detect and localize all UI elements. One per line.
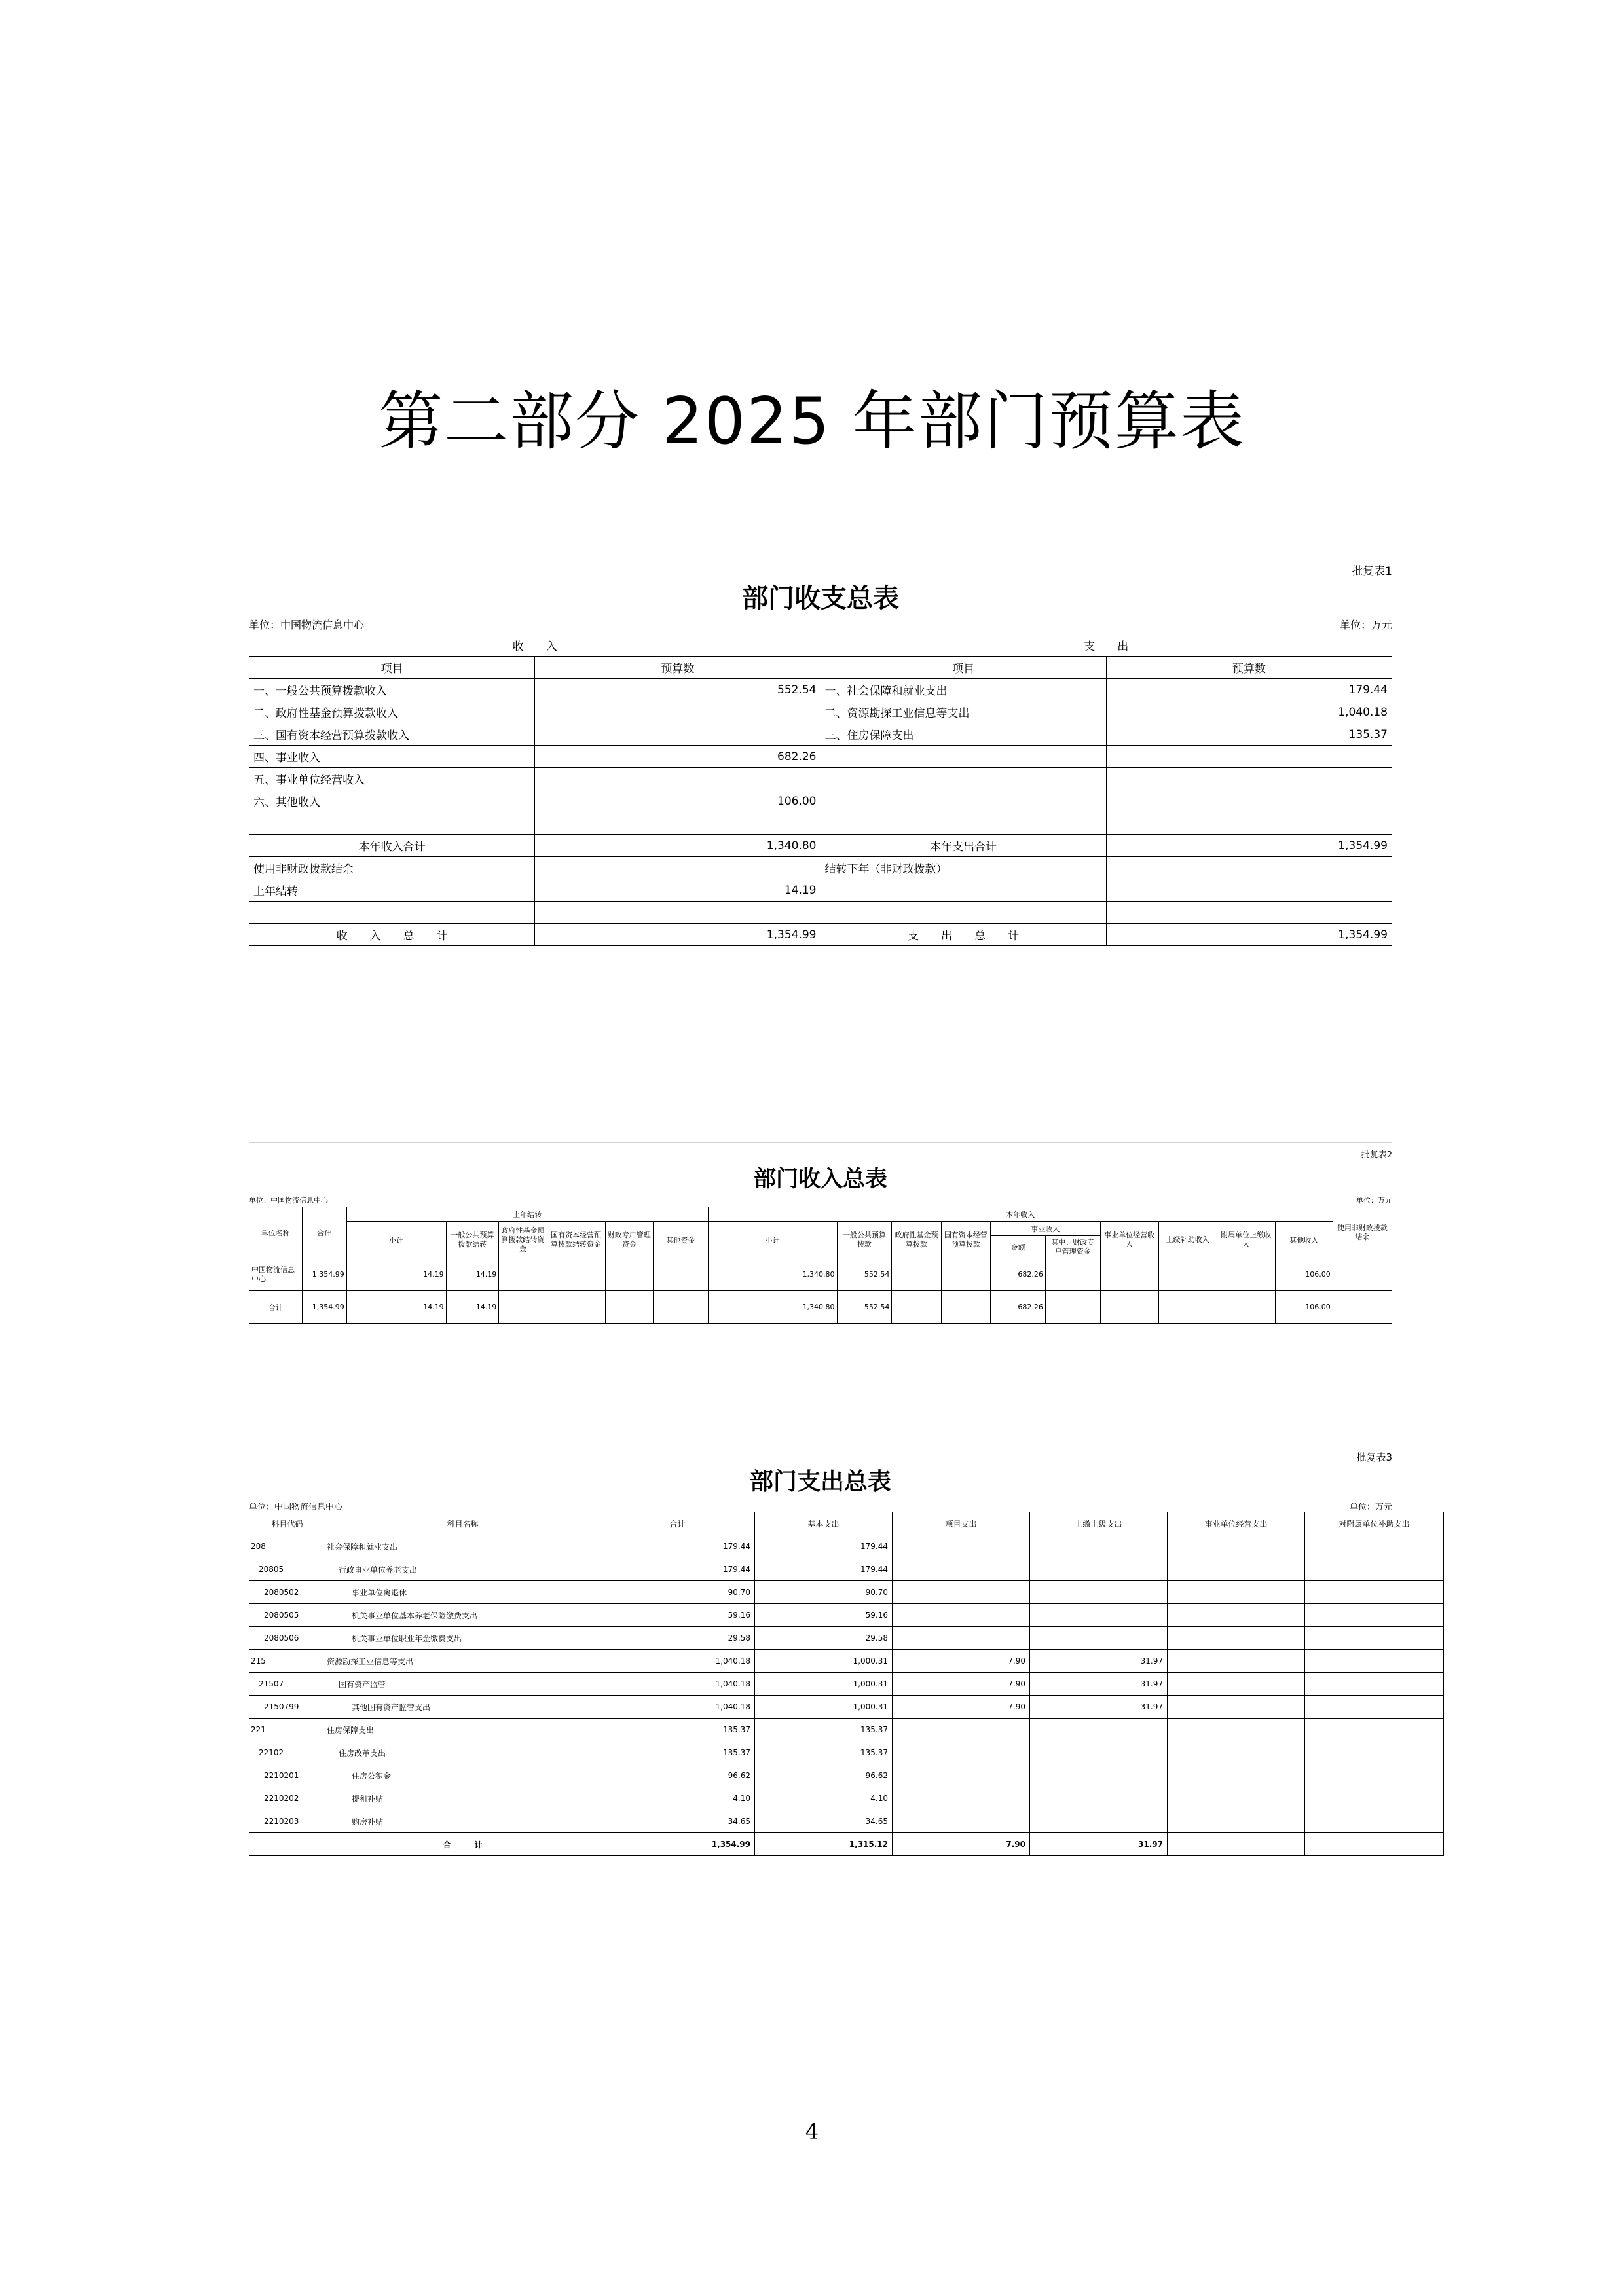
table2-row bbox=[249, 1258, 1392, 1291]
table1-row bbox=[249, 746, 1392, 768]
table3-header-row bbox=[249, 1512, 1444, 1535]
upper-remit-cell: 31.97 bbox=[1030, 1696, 1168, 1719]
total-cell: 59.16 bbox=[600, 1604, 755, 1627]
basic-expense-cell: 1,000.31 bbox=[755, 1673, 893, 1696]
income-item-cell: 上年结转 bbox=[249, 879, 535, 902]
table1-unit-currency: 单位：万元 bbox=[1339, 619, 1392, 631]
expense-budget-cell bbox=[1106, 902, 1392, 924]
empty-cell bbox=[1305, 1696, 1444, 1719]
empty-cell bbox=[547, 1291, 605, 1324]
expense-item-cell: 本年支出合计 bbox=[821, 835, 1106, 857]
subject-name-cell: 国有资产监管 bbox=[325, 1673, 600, 1696]
empty-cell bbox=[1305, 1604, 1444, 1627]
expense-budget-cell bbox=[1106, 790, 1392, 812]
income-budget-cell bbox=[535, 723, 821, 746]
expense-budget-cell bbox=[1106, 879, 1392, 902]
expense-item-cell bbox=[821, 746, 1106, 768]
h-business-income: 事业收入 bbox=[991, 1222, 1101, 1236]
ly-subtotal-cell: 14.19 bbox=[346, 1258, 446, 1291]
income-budget-cell bbox=[535, 812, 821, 835]
basic-expense-cell: 4.10 bbox=[755, 1787, 893, 1810]
expense-header-cell: 上缴上级支出 bbox=[1030, 1512, 1168, 1535]
table2-header-row-2 bbox=[249, 1222, 1392, 1236]
empty-cell bbox=[1045, 1258, 1100, 1291]
income-budget-cell bbox=[535, 857, 821, 879]
subject-name-cell: 事业单位离退休 bbox=[325, 1581, 600, 1604]
h-ly-general: 一般公共预算拨款结转 bbox=[446, 1222, 499, 1258]
empty-cell bbox=[1305, 1581, 1444, 1604]
basic-expense-cell: 1,000.31 bbox=[755, 1696, 893, 1719]
income-budget-cell: 1,354.99 bbox=[535, 924, 821, 946]
expense-summary-section bbox=[249, 1444, 1410, 1863]
empty-cell bbox=[1305, 1764, 1444, 1787]
h-nonfiscal-balance: 使用非财政拨款结余 bbox=[1333, 1207, 1392, 1258]
project-expense-cell bbox=[893, 1581, 1030, 1604]
subject-code-cell: 215 bbox=[249, 1650, 325, 1673]
biz-amount-cell: 682.26 bbox=[991, 1291, 1046, 1324]
table1-row bbox=[249, 790, 1392, 812]
income-item-cell: 三、国有资本经营预算拨款收入 bbox=[249, 723, 535, 746]
empty-cell bbox=[1305, 1650, 1444, 1673]
empty-cell bbox=[1217, 1258, 1275, 1291]
approval-tag-1: 批复表1 bbox=[1352, 565, 1392, 578]
table1-row bbox=[249, 835, 1392, 857]
subject-code-cell: 2080502 bbox=[249, 1581, 325, 1604]
project-expense-cell bbox=[893, 1604, 1030, 1627]
empty-cell bbox=[1217, 1291, 1275, 1324]
subject-code-cell: 2210202 bbox=[249, 1787, 325, 1810]
empty-cell bbox=[653, 1291, 708, 1324]
total-cell: 4.10 bbox=[600, 1787, 755, 1810]
subject-name-cell: 机关事业单位职业年金缴费支出 bbox=[325, 1627, 600, 1650]
basic-expense-cell: 179.44 bbox=[755, 1558, 893, 1581]
table3-row bbox=[249, 1696, 1444, 1719]
table3-row bbox=[249, 1787, 1444, 1810]
h-ly-state-capital: 国有资本经营预算拨款结转资金 bbox=[547, 1222, 605, 1258]
empty-cell bbox=[1305, 1627, 1444, 1650]
unit-name-cell: 合计 bbox=[249, 1291, 303, 1324]
empty-cell bbox=[249, 1833, 325, 1856]
income-budget-cell: 682.26 bbox=[535, 746, 821, 768]
subject-name-cell: 机关事业单位基本养老保险缴费支出 bbox=[325, 1604, 600, 1627]
table1-row bbox=[249, 902, 1392, 924]
table3-row bbox=[249, 1719, 1444, 1741]
total-cell: 90.70 bbox=[600, 1581, 755, 1604]
income-budget-header: 预算数 bbox=[535, 657, 821, 679]
empty-cell bbox=[1168, 1627, 1305, 1650]
empty-cell bbox=[1305, 1787, 1444, 1810]
empty-cell bbox=[1168, 1764, 1305, 1787]
project-expense-cell: 7.90 bbox=[893, 1833, 1030, 1856]
expense-group-header: 支 出 bbox=[821, 634, 1392, 657]
table3-row bbox=[249, 1741, 1444, 1764]
empty-cell bbox=[1045, 1291, 1100, 1324]
total-cell: 1,354.99 bbox=[600, 1833, 755, 1856]
upper-remit-cell: 31.97 bbox=[1030, 1833, 1168, 1856]
empty-cell bbox=[1168, 1673, 1305, 1696]
income-item-cell: 收 入 总 计 bbox=[249, 924, 535, 946]
expense-item-cell bbox=[821, 879, 1106, 902]
subject-code-cell: 20805 bbox=[249, 1558, 325, 1581]
expense-item-cell: 二、资源勘探工业信息等支出 bbox=[821, 701, 1106, 723]
table1-row bbox=[249, 701, 1392, 723]
table3-unit-org: 单位：中国物流信息中心 bbox=[249, 1503, 343, 1512]
empty-cell bbox=[1100, 1291, 1158, 1324]
h-ty-gov-fund: 政府性基金预算拨款 bbox=[892, 1222, 941, 1258]
subject-code-cell: 208 bbox=[249, 1535, 325, 1558]
table1-row bbox=[249, 924, 1392, 946]
basic-expense-cell: 29.58 bbox=[755, 1627, 893, 1650]
h-ty-state-capital: 国有资本经营预算拨款 bbox=[941, 1222, 990, 1258]
income-item-cell: 使用非财政拨款结余 bbox=[249, 857, 535, 879]
empty-cell bbox=[1305, 1558, 1444, 1581]
project-expense-cell bbox=[893, 1535, 1030, 1558]
subject-name-cell: 社会保障和就业支出 bbox=[325, 1535, 600, 1558]
h-affiliated: 附属单位上缴收入 bbox=[1217, 1222, 1275, 1258]
project-expense-cell bbox=[893, 1627, 1030, 1650]
subject-name-cell: 其他国有资产监管支出 bbox=[325, 1696, 600, 1719]
total-cell: 1,354.99 bbox=[302, 1291, 346, 1324]
income-item-cell bbox=[249, 902, 535, 924]
empty-cell bbox=[892, 1291, 941, 1324]
table3-row bbox=[249, 1535, 1444, 1558]
empty-cell bbox=[1305, 1673, 1444, 1696]
total-cell: 179.44 bbox=[600, 1535, 755, 1558]
empty-cell bbox=[499, 1291, 547, 1324]
total-cell: 1,040.18 bbox=[600, 1696, 755, 1719]
basic-expense-cell: 1,315.12 bbox=[755, 1833, 893, 1856]
table1-group-header bbox=[249, 634, 1392, 657]
table1-row bbox=[249, 723, 1392, 746]
expense-header-cell: 对附属单位补助支出 bbox=[1305, 1512, 1444, 1535]
page-number: 4 bbox=[805, 2119, 819, 2144]
table1-row bbox=[249, 857, 1392, 879]
total-cell: 1,040.18 bbox=[600, 1650, 755, 1673]
ly-general-cell: 14.19 bbox=[446, 1258, 499, 1291]
ty-subtotal-cell: 1,340.80 bbox=[708, 1258, 837, 1291]
subject-name-cell: 购房补贴 bbox=[325, 1810, 600, 1833]
expense-header-cell: 科目代码 bbox=[249, 1512, 325, 1535]
expense-budget-cell: 1,040.18 bbox=[1106, 701, 1392, 723]
subject-name-cell: 住房公积金 bbox=[325, 1764, 600, 1787]
empty-cell bbox=[605, 1258, 653, 1291]
expense-budget-header: 预算数 bbox=[1106, 657, 1392, 679]
ty-subtotal-cell: 1,340.80 bbox=[708, 1291, 837, 1324]
expense-summary-table bbox=[249, 1512, 1444, 1856]
project-expense-cell: 7.90 bbox=[893, 1650, 1030, 1673]
expense-item-cell: 三、住房保障支出 bbox=[821, 723, 1106, 746]
income-item-cell: 本年收入合计 bbox=[249, 835, 535, 857]
income-budget-cell bbox=[535, 768, 821, 790]
subject-name-cell: 行政事业单位养老支出 bbox=[325, 1558, 600, 1581]
unit-name-cell: 中国物流信息中心 bbox=[249, 1258, 303, 1291]
h-biz-operation: 事业单位经营收入 bbox=[1100, 1222, 1158, 1258]
ly-subtotal-cell: 14.19 bbox=[346, 1291, 446, 1324]
project-expense-cell bbox=[893, 1787, 1030, 1810]
empty-cell bbox=[1158, 1291, 1217, 1324]
page-title: 第二部分 2025 年部门预算表 bbox=[378, 384, 1246, 459]
expense-header-cell: 事业单位经营支出 bbox=[1168, 1512, 1305, 1535]
table3-row bbox=[249, 1581, 1444, 1604]
upper-remit-cell bbox=[1030, 1581, 1168, 1604]
empty-cell bbox=[1168, 1604, 1305, 1627]
project-expense-cell bbox=[893, 1558, 1030, 1581]
table1-unit-org: 单位：中国物流信息中心 bbox=[249, 619, 365, 631]
table3-total-row bbox=[249, 1833, 1444, 1856]
expense-budget-cell: 179.44 bbox=[1106, 679, 1392, 701]
ty-general-cell: 552.54 bbox=[837, 1291, 892, 1324]
expense-item-cell bbox=[821, 812, 1106, 835]
expense-item-cell: 结转下年（非财政拨款） bbox=[821, 857, 1106, 879]
ty-general-cell: 552.54 bbox=[837, 1258, 892, 1291]
h-upper-subsidy: 上级补助收入 bbox=[1158, 1222, 1217, 1258]
empty-cell bbox=[1168, 1650, 1305, 1673]
upper-remit-cell bbox=[1030, 1764, 1168, 1787]
expense-header-cell: 合计 bbox=[600, 1512, 755, 1535]
table1-row bbox=[249, 812, 1392, 835]
subject-code-cell: 2210201 bbox=[249, 1764, 325, 1787]
income-item-cell: 一、一般公共预算拨款收入 bbox=[249, 679, 535, 701]
income-budget-cell bbox=[535, 701, 821, 723]
subject-code-cell: 2150799 bbox=[249, 1696, 325, 1719]
h-unit-name: 单位名称 bbox=[249, 1207, 303, 1258]
income-group-header: 收 入 bbox=[249, 634, 821, 657]
h-last-year-carryover: 上年结转 bbox=[346, 1207, 708, 1222]
table2-title: 部门收入总表 bbox=[754, 1166, 887, 1192]
upper-remit-cell bbox=[1030, 1558, 1168, 1581]
subject-code-cell: 2080506 bbox=[249, 1627, 325, 1650]
approval-tag-2: 批复表2 bbox=[1361, 1150, 1392, 1160]
income-item-cell: 五、事业单位经营收入 bbox=[249, 768, 535, 790]
basic-expense-cell: 59.16 bbox=[755, 1604, 893, 1627]
income-item-cell bbox=[249, 812, 535, 835]
empty-cell bbox=[1305, 1535, 1444, 1558]
expense-item-cell bbox=[821, 790, 1106, 812]
total-cell: 96.62 bbox=[600, 1764, 755, 1787]
h-ly-other-fund: 其他资金 bbox=[653, 1222, 708, 1258]
project-expense-cell: 7.90 bbox=[893, 1673, 1030, 1696]
expense-header-cell: 基本支出 bbox=[755, 1512, 893, 1535]
income-summary-section bbox=[249, 1142, 1392, 1339]
empty-cell bbox=[1100, 1258, 1158, 1291]
total-cell: 1,040.18 bbox=[600, 1673, 755, 1696]
h-ty-subtotal: 小计 bbox=[708, 1222, 837, 1258]
table1-title: 部门收支总表 bbox=[742, 583, 899, 613]
empty-cell bbox=[1168, 1581, 1305, 1604]
income-summary-table bbox=[249, 1207, 1392, 1324]
empty-cell bbox=[1168, 1741, 1305, 1764]
subject-name-cell: 资源勘探工业信息等支出 bbox=[325, 1650, 600, 1673]
table3-row bbox=[249, 1604, 1444, 1627]
project-expense-cell bbox=[893, 1764, 1030, 1787]
expense-header-cell: 科目名称 bbox=[325, 1512, 600, 1535]
empty-cell bbox=[941, 1291, 990, 1324]
upper-remit-cell bbox=[1030, 1604, 1168, 1627]
h-total: 合计 bbox=[302, 1207, 346, 1258]
table3-row bbox=[249, 1764, 1444, 1787]
total-cell: 34.65 bbox=[600, 1810, 755, 1833]
subject-code-cell: 2080505 bbox=[249, 1604, 325, 1627]
project-expense-cell bbox=[893, 1810, 1030, 1833]
subject-code-cell: 21507 bbox=[249, 1673, 325, 1696]
subject-name-cell: 住房改革支出 bbox=[325, 1741, 600, 1764]
table2-header-row-1 bbox=[249, 1207, 1392, 1222]
table3-unit-currency: 单位：万元 bbox=[1349, 1503, 1392, 1512]
expense-item-cell bbox=[821, 768, 1106, 790]
empty-cell bbox=[1158, 1258, 1217, 1291]
basic-expense-cell: 1,000.31 bbox=[755, 1650, 893, 1673]
subject-code-cell: 22102 bbox=[249, 1741, 325, 1764]
empty-cell bbox=[1305, 1741, 1444, 1764]
subject-name-cell: 住房保障支出 bbox=[325, 1719, 600, 1741]
h-ly-subtotal: 小计 bbox=[346, 1222, 446, 1258]
empty-cell bbox=[1168, 1810, 1305, 1833]
table1-column-header bbox=[249, 657, 1392, 679]
empty-cell bbox=[605, 1291, 653, 1324]
basic-expense-cell: 135.37 bbox=[755, 1741, 893, 1764]
empty-cell bbox=[1305, 1810, 1444, 1833]
table3-row bbox=[249, 1650, 1444, 1673]
expense-item-cell: 支 出 总 计 bbox=[821, 924, 1106, 946]
empty-cell bbox=[1305, 1833, 1444, 1856]
table3-row bbox=[249, 1673, 1444, 1696]
basic-expense-cell: 135.37 bbox=[755, 1719, 893, 1741]
expense-budget-cell: 135.37 bbox=[1106, 723, 1392, 746]
table1-row bbox=[249, 879, 1392, 902]
approval-tag-3: 批复表3 bbox=[1356, 1451, 1392, 1463]
income-item-header: 项目 bbox=[249, 657, 535, 679]
empty-cell bbox=[1168, 1558, 1305, 1581]
ly-general-cell: 14.19 bbox=[446, 1291, 499, 1324]
biz-amount-cell: 682.26 bbox=[991, 1258, 1046, 1291]
income-item-cell: 六、其他收入 bbox=[249, 790, 535, 812]
income-budget-cell: 14.19 bbox=[535, 879, 821, 902]
empty-cell bbox=[1168, 1833, 1305, 1856]
basic-expense-cell: 179.44 bbox=[755, 1535, 893, 1558]
h-biz-amount: 金额 bbox=[991, 1236, 1046, 1258]
expense-item-cell bbox=[821, 902, 1106, 924]
table1-row bbox=[249, 679, 1392, 701]
empty-cell bbox=[499, 1258, 547, 1291]
expense-budget-cell bbox=[1106, 768, 1392, 790]
total-cell: 29.58 bbox=[600, 1627, 755, 1650]
expense-item-header: 项目 bbox=[821, 657, 1106, 679]
empty-cell bbox=[653, 1258, 708, 1291]
upper-remit-cell bbox=[1030, 1535, 1168, 1558]
total-cell: 135.37 bbox=[600, 1741, 755, 1764]
project-expense-cell bbox=[893, 1719, 1030, 1741]
expense-budget-cell bbox=[1106, 746, 1392, 768]
project-expense-cell: 7.90 bbox=[893, 1696, 1030, 1719]
basic-expense-cell: 90.70 bbox=[755, 1581, 893, 1604]
table3-row bbox=[249, 1558, 1444, 1581]
expense-budget-cell: 1,354.99 bbox=[1106, 835, 1392, 857]
income-budget-cell: 106.00 bbox=[535, 790, 821, 812]
table2-unit-org: 单位：中国物流信息中心 bbox=[249, 1196, 328, 1205]
upper-remit-cell bbox=[1030, 1719, 1168, 1741]
empty-cell bbox=[1168, 1719, 1305, 1741]
other-income-cell: 106.00 bbox=[1275, 1258, 1333, 1291]
subject-code-cell: 221 bbox=[249, 1719, 325, 1741]
table2-unit-currency: 单位：万元 bbox=[1356, 1196, 1392, 1205]
income-item-cell: 二、政府性基金预算拨款收入 bbox=[249, 701, 535, 723]
income-budget-cell: 552.54 bbox=[535, 679, 821, 701]
h-ly-gov-fund: 政府性基金预算拨款结转资金 bbox=[499, 1222, 547, 1258]
empty-cell bbox=[1333, 1291, 1392, 1324]
empty-cell bbox=[547, 1258, 605, 1291]
empty-cell bbox=[892, 1258, 941, 1291]
h-ty-general: 一般公共预算拨款 bbox=[837, 1222, 892, 1258]
income-budget-cell: 1,340.80 bbox=[535, 835, 821, 857]
basic-expense-cell: 96.62 bbox=[755, 1764, 893, 1787]
h-other-income: 其他收入 bbox=[1275, 1222, 1333, 1258]
total-label-cell: 合 计 bbox=[325, 1833, 600, 1856]
income-expense-summary-section bbox=[249, 556, 1392, 949]
other-income-cell: 106.00 bbox=[1275, 1291, 1333, 1324]
basic-expense-cell: 34.65 bbox=[755, 1810, 893, 1833]
h-this-year-income: 本年收入 bbox=[708, 1207, 1333, 1222]
upper-remit-cell bbox=[1030, 1810, 1168, 1833]
income-expense-table bbox=[249, 634, 1392, 946]
upper-remit-cell: 31.97 bbox=[1030, 1650, 1168, 1673]
table3-row bbox=[249, 1810, 1444, 1833]
income-item-cell: 四、事业收入 bbox=[249, 746, 535, 768]
table3-title: 部门支出总表 bbox=[749, 1468, 891, 1495]
empty-cell bbox=[1305, 1719, 1444, 1741]
table2-row bbox=[249, 1291, 1392, 1324]
total-cell: 1,354.99 bbox=[302, 1258, 346, 1291]
empty-cell bbox=[1168, 1535, 1305, 1558]
expense-item-cell: 一、社会保障和就业支出 bbox=[821, 679, 1106, 701]
project-expense-cell bbox=[893, 1741, 1030, 1764]
expense-budget-cell: 1,354.99 bbox=[1106, 924, 1392, 946]
expense-header-cell: 项目支出 bbox=[893, 1512, 1030, 1535]
total-cell: 135.37 bbox=[600, 1719, 755, 1741]
income-budget-cell bbox=[535, 902, 821, 924]
upper-remit-cell bbox=[1030, 1787, 1168, 1810]
upper-remit-cell bbox=[1030, 1627, 1168, 1650]
table2-top-rule bbox=[249, 1142, 1392, 1143]
h-ly-fiscal-special: 财政专户管理资金 bbox=[605, 1222, 653, 1258]
subject-code-cell: 2210203 bbox=[249, 1810, 325, 1833]
table3-row bbox=[249, 1627, 1444, 1650]
subject-name-cell: 提租补贴 bbox=[325, 1787, 600, 1810]
expense-budget-cell bbox=[1106, 857, 1392, 879]
total-cell: 179.44 bbox=[600, 1558, 755, 1581]
upper-remit-cell bbox=[1030, 1741, 1168, 1764]
empty-cell bbox=[941, 1258, 990, 1291]
expense-budget-cell bbox=[1106, 812, 1392, 835]
empty-cell bbox=[1168, 1696, 1305, 1719]
h-biz-among: 其中：财政专户管理资金 bbox=[1045, 1236, 1100, 1258]
upper-remit-cell: 31.97 bbox=[1030, 1673, 1168, 1696]
empty-cell bbox=[1333, 1258, 1392, 1291]
empty-cell bbox=[1168, 1787, 1305, 1810]
table1-row bbox=[249, 768, 1392, 790]
